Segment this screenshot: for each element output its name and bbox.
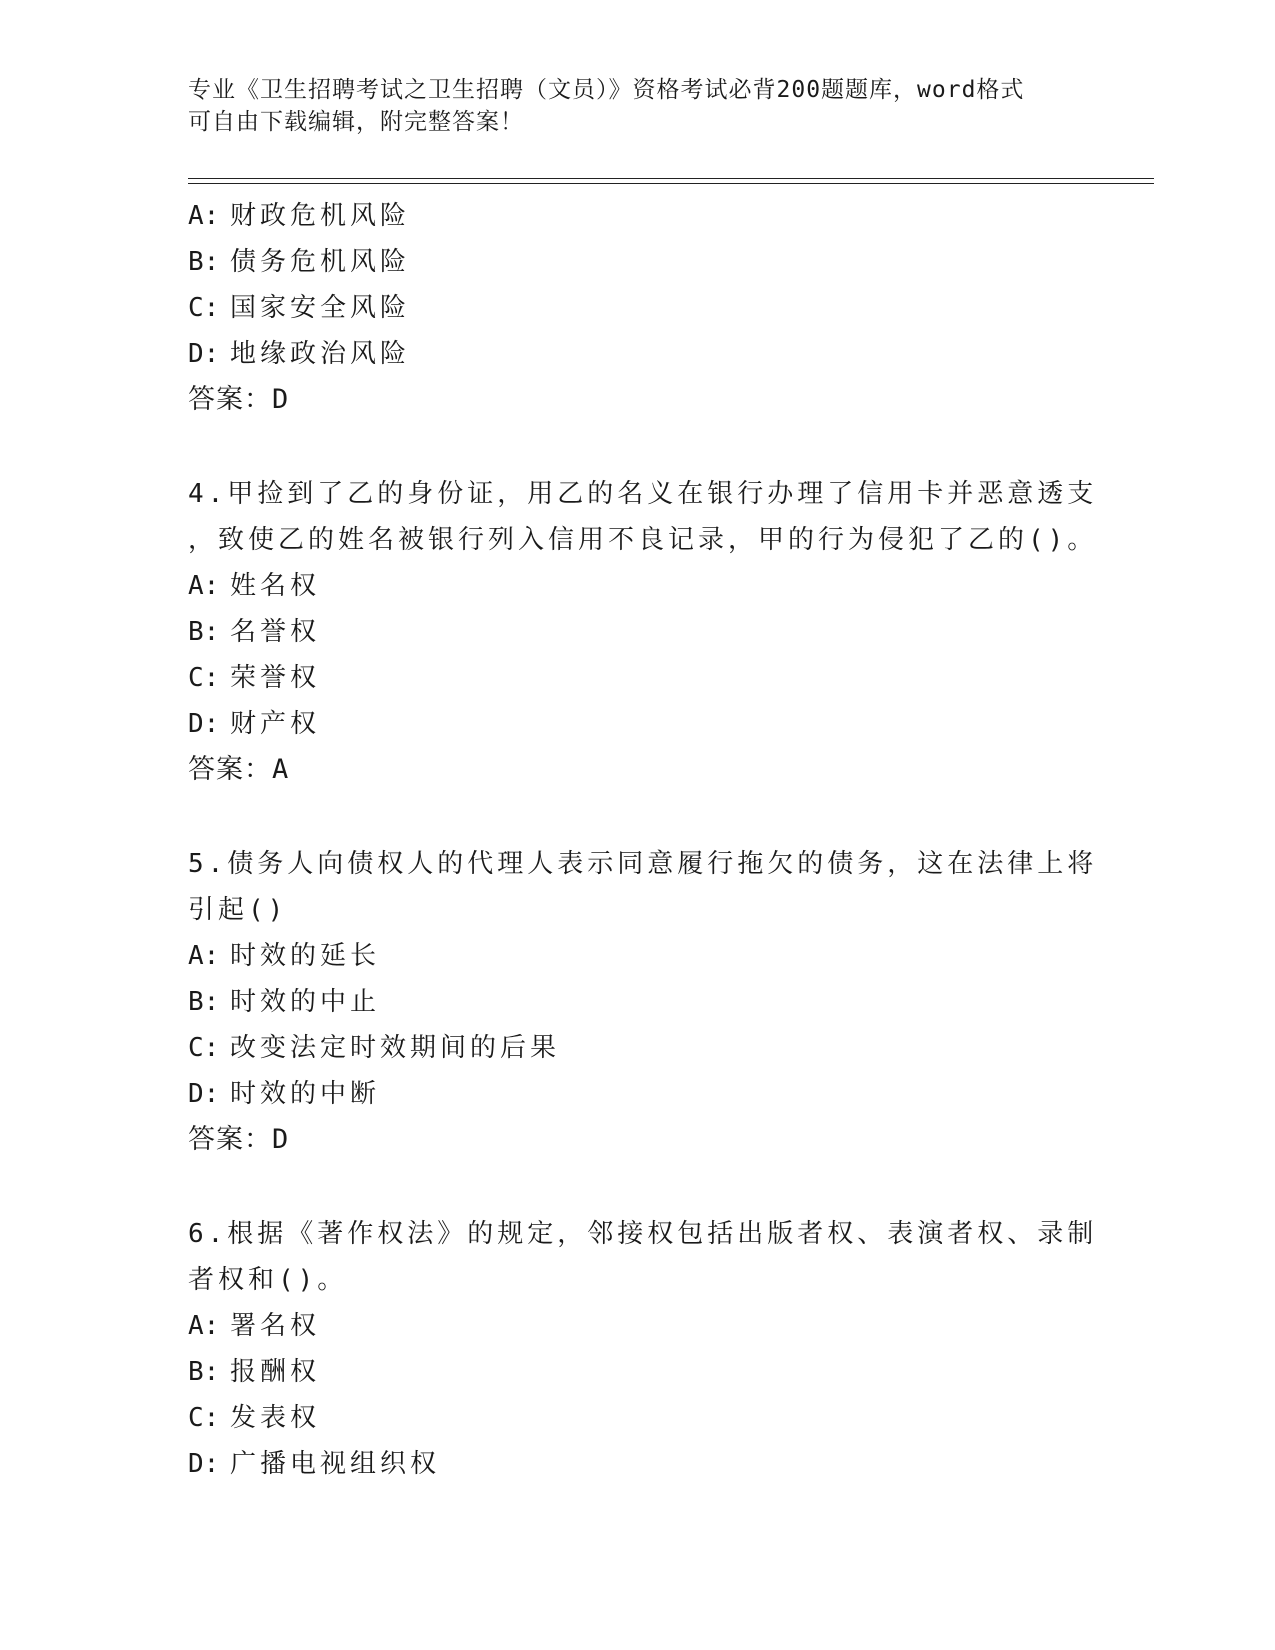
answer-label: 答案：	[188, 1124, 272, 1155]
option-letter: C:	[188, 1403, 220, 1433]
option-text: 广播电视组织权	[230, 1449, 441, 1479]
answer-value: A	[272, 754, 290, 785]
block-spacer	[188, 1163, 1088, 1211]
option-letter: D:	[188, 1449, 220, 1479]
option-text: 时效的中止	[230, 987, 381, 1017]
option-letter: C:	[188, 663, 220, 693]
option-text: 财产权	[230, 709, 321, 739]
option-letter: A:	[188, 941, 220, 971]
header-divider-bottom	[188, 183, 1154, 184]
question-block-4	[188, 471, 1098, 793]
option-d	[188, 1071, 1088, 1117]
question-text-line-2: 引起()	[188, 895, 288, 925]
option-text: 报酬权	[230, 1357, 321, 1387]
option-d	[188, 331, 1088, 377]
option-text: 姓名权	[230, 571, 321, 601]
question-list	[188, 193, 1098, 1487]
option-d	[188, 1441, 1088, 1487]
option-letter: D:	[188, 1079, 220, 1109]
option-text: 债务危机风险	[230, 247, 411, 277]
question-block-5	[188, 841, 1098, 1163]
option-b	[188, 239, 1088, 285]
option-a	[188, 563, 1088, 609]
option-text: 署名权	[230, 1311, 321, 1341]
option-letter: C:	[188, 1033, 220, 1063]
option-b	[188, 979, 1088, 1025]
header-title-line-1: 专业《卫生招聘考试之卫生招聘（文员）》资格考试必背200题题库，word格式	[188, 77, 1025, 103]
block-spacer	[188, 793, 1088, 841]
option-c	[188, 1395, 1088, 1441]
answer-label: 答案：	[188, 384, 272, 415]
option-letter: D:	[188, 709, 220, 739]
question-text-line-2: ，致使乙的姓名被银行列入信用不良记录，甲的行为侵犯了乙的()。	[188, 525, 1098, 555]
option-letter: A:	[188, 1311, 220, 1341]
option-text: 名誉权	[230, 617, 321, 647]
answer-line	[188, 1117, 1088, 1163]
option-letter: A:	[188, 571, 220, 601]
question-text-line-1: 4.甲捡到了乙的身份证，用乙的名义在银行办理了信用卡并恶意透支	[188, 479, 1098, 509]
option-letter: D:	[188, 339, 220, 369]
question-block-3	[188, 193, 1088, 423]
option-text: 国家安全风险	[230, 293, 411, 323]
option-text: 财政危机风险	[230, 201, 411, 231]
document-header	[188, 74, 1088, 138]
option-a	[188, 933, 1088, 979]
option-a	[188, 1303, 1088, 1349]
question-text-line-1: 6.根据《著作权法》的规定，邻接权包括出版者权、表演者权、录制	[188, 1219, 1098, 1249]
option-letter: B:	[188, 1357, 220, 1387]
option-letter: B:	[188, 247, 220, 277]
option-c	[188, 1025, 1088, 1071]
question-text-line-2: 者权和()。	[188, 1265, 348, 1295]
answer-line	[188, 747, 1088, 793]
option-letter: B:	[188, 987, 220, 1017]
option-text: 改变法定时效期间的后果	[230, 1033, 561, 1063]
option-b	[188, 1349, 1088, 1395]
option-text: 地缘政治风险	[230, 339, 411, 369]
block-spacer	[188, 423, 1088, 471]
option-b	[188, 609, 1088, 655]
question-text-line-1: 5.债务人向债权人的代理人表示同意履行拖欠的债务，这在法律上将	[188, 849, 1098, 879]
answer-label: 答案：	[188, 754, 272, 785]
option-text: 时效的延长	[230, 941, 381, 971]
answer-value: D	[272, 1124, 290, 1155]
header-divider-top	[188, 178, 1154, 179]
answer-line	[188, 377, 1088, 423]
option-letter: C:	[188, 293, 220, 323]
option-c	[188, 655, 1088, 701]
option-text: 发表权	[230, 1403, 321, 1433]
option-letter: B:	[188, 617, 220, 647]
header-title-line-2: 可自由下载编辑，附完整答案！	[188, 109, 524, 135]
option-letter: A:	[188, 201, 220, 231]
option-text: 荣誉权	[230, 663, 321, 693]
option-d	[188, 701, 1088, 747]
question-block-6	[188, 1211, 1098, 1487]
option-text: 时效的中断	[230, 1079, 381, 1109]
answer-value: D	[272, 384, 290, 415]
option-c	[188, 285, 1088, 331]
option-a	[188, 193, 1088, 239]
